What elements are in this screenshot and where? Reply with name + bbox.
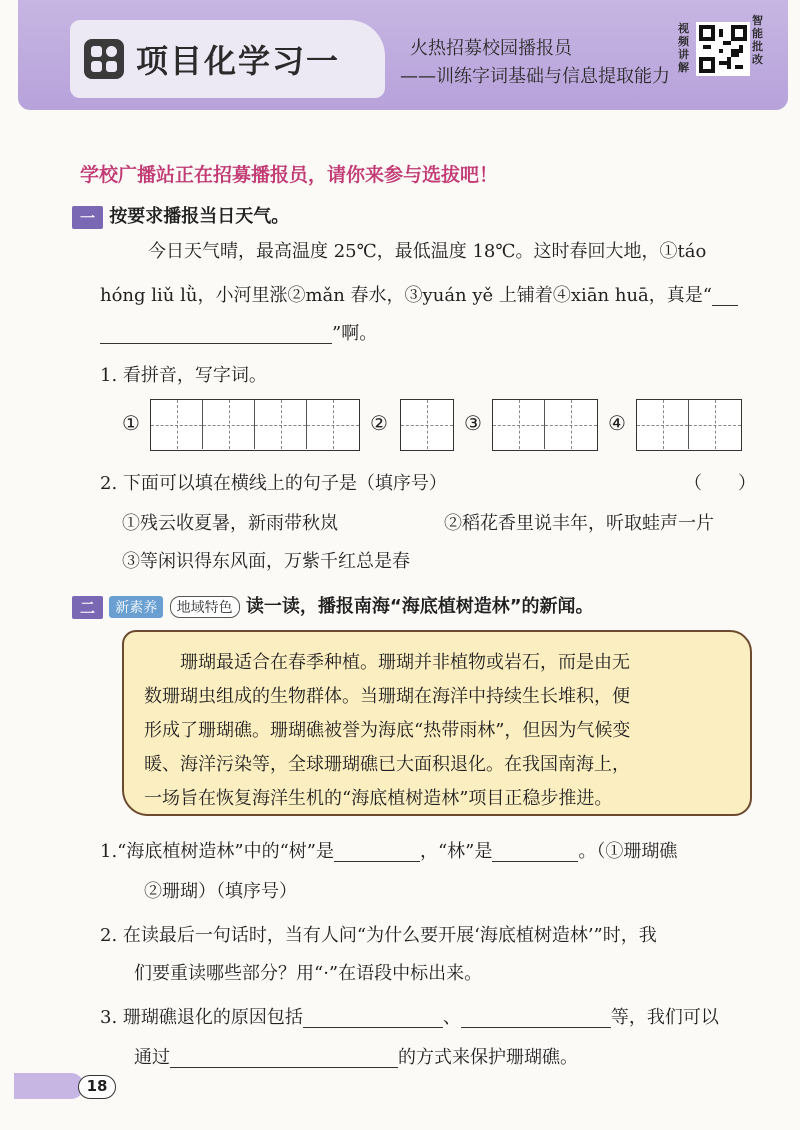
grid-label-3: ③ <box>464 411 482 435</box>
option-2: ②稻花香里说丰年，听取蛙声一片 <box>444 513 714 534</box>
s2-question-1-cont: ②珊瑚）（填序号） <box>144 881 297 902</box>
qr-code-icon[interactable] <box>696 22 750 76</box>
header-banner <box>18 0 788 110</box>
writing-box-3[interactable] <box>492 399 598 451</box>
question-1: 1. 看拼音，写字词。 <box>100 365 267 386</box>
page-title: 项目化学习一 <box>136 42 341 80</box>
regional-tag: 地域特色 <box>170 596 240 618</box>
option-3: ③等闲识得东风面，万紫千红总是春 <box>122 551 410 572</box>
passage-line: 形成了珊瑚礁。珊瑚礁被誉为海底“热带雨林”，但因为气候变 <box>144 720 631 741</box>
answer-blank[interactable] <box>492 844 578 862</box>
qr-label-grading: 智能批改 <box>752 14 763 66</box>
passage-line: 珊瑚最适合在春季种植。珊瑚并非植物或岩石，而是由无 <box>144 652 630 673</box>
answer-blank[interactable] <box>461 1010 611 1028</box>
s2-question-3: 3. 珊瑚礁退化的原因包括 、 等，我们可以 <box>100 1007 719 1028</box>
grid-label-2: ② <box>370 411 388 435</box>
passage-line: 暖、海洋污染等，全球珊瑚礁已大面积退化。在我国南海上， <box>144 754 630 775</box>
writing-box-2[interactable] <box>400 399 454 451</box>
new-literacy-tag: 新素养 <box>109 596 163 618</box>
answer-blank[interactable] <box>303 1010 443 1028</box>
section-2-heading <box>72 592 594 619</box>
footer-bar <box>14 1073 84 1099</box>
answer-blank[interactable] <box>712 288 738 306</box>
section-1-number: 一 <box>72 206 103 229</box>
writing-grid-row <box>122 395 762 455</box>
title-block <box>70 20 385 98</box>
answer-blank[interactable] <box>170 1050 398 1068</box>
section-1-heading <box>72 202 289 229</box>
option-1: ①残云收夏暑，新雨带秋岚 <box>122 513 338 534</box>
grid-icon <box>84 39 124 79</box>
writing-box-1[interactable] <box>150 399 360 451</box>
qr-label-video: 视频讲解 <box>678 22 689 74</box>
grid-label-1: ① <box>122 411 140 435</box>
page-number: 18 <box>78 1075 116 1099</box>
s2-question-3-cont: 通过 的方式来保护珊瑚礁。 <box>134 1047 578 1068</box>
weather-line-1: 今日天气晴，最高温度 25℃，最低温度 18℃。这时春回大地，①táo <box>148 241 707 262</box>
s2-question-2-cont: 们要重读哪些部分？用“·”在语段中标出来。 <box>134 963 483 984</box>
section-2-number: 二 <box>72 596 103 619</box>
passage-line: 数珊瑚虫组成的生物群体。当珊瑚在海洋中持续生长堆积，便 <box>144 686 630 707</box>
coral-passage <box>122 630 752 816</box>
header-subtitle-2: ——训练字词基础与信息提取能力 <box>400 66 670 87</box>
answer-paren[interactable]: （ ） <box>684 473 756 494</box>
section-1-title: 按要求播报当日天气。 <box>109 206 290 227</box>
section-2-title: 读一读，播报南海“海底植树造林”的新闻。 <box>245 596 594 617</box>
s2-question-1: 1.“海底植树造林”中的“树”是 ，“林”是 。（①珊瑚礁 <box>100 841 678 862</box>
answer-blank[interactable] <box>100 326 332 344</box>
passage-line: 一场旨在恢复海洋生机的“海底植树造林”项目正稳步推进。 <box>144 788 613 809</box>
weather-line-3: ”啊。 <box>100 324 377 344</box>
writing-box-4[interactable] <box>636 399 742 451</box>
weather-line-2: hóng liǔ lǜ，小河里涨②mǎn 春水，③yuán yě 上铺着④xiān huā，真是“ <box>100 286 738 306</box>
intro-text: 学校广播站正在招募播报员，请你来参与选拔吧！ <box>80 164 499 186</box>
question-2: 2. 下面可以填在横线上的句子是（填序号） <box>100 473 447 494</box>
grid-label-4: ④ <box>608 411 626 435</box>
answer-blank[interactable] <box>334 844 420 862</box>
header-subtitle: 火热招募校园播报员 <box>410 38 572 59</box>
s2-question-2: 2. 在读最后一句话时，当有人问“为什么要开展‘海底植树造林’”时，我 <box>100 925 657 946</box>
